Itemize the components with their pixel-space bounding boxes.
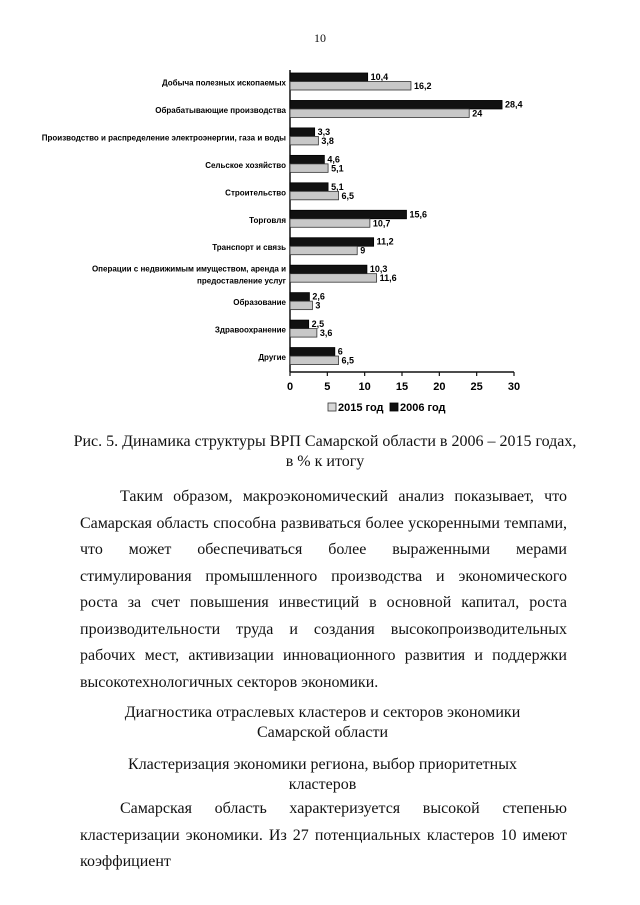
bar-2015 xyxy=(290,164,328,173)
bar-2015-value-label: 6,5 xyxy=(341,355,355,366)
section-heading xyxy=(100,703,545,743)
bar-2006-value-label: 5,1 xyxy=(331,181,344,192)
caption-line-2: в % к итогу xyxy=(285,453,365,470)
bar-2006 xyxy=(290,100,502,109)
bar-2015-value-label: 16,2 xyxy=(413,81,432,91)
bar-2015-value-label: 6,5 xyxy=(341,190,355,201)
subsection-heading-line-1: Кластеризация экономики региона, выбор приоритетных xyxy=(128,756,517,773)
bar-2006 xyxy=(290,293,309,302)
x-tick-label: 30 xyxy=(507,381,521,393)
bar-2015-value-label: 5,1 xyxy=(331,163,344,174)
bar-2015 xyxy=(290,329,317,338)
subsection-heading-line-2: кластеров xyxy=(288,776,357,793)
category-label: Производство и распределение электроэнергии, газа и воды xyxy=(41,133,286,143)
bar-2006-value-label: 3,3 xyxy=(317,126,331,137)
category-label: Строительство xyxy=(225,188,286,198)
bar-2015 xyxy=(290,136,318,145)
bar-2015-value-label: 24 xyxy=(472,108,483,119)
paragraph-clusterization: Самарская область характеризуется высокой степенью кластеризации экономики. Из 27 потенциальных кластеров 10 имеют коэффициент xyxy=(80,800,567,870)
legend-swatch-2015 xyxy=(328,403,336,411)
category-label: Другие xyxy=(258,353,286,363)
section-heading-line-1: Диагностика отраслевых кластеров и секторов экономики xyxy=(124,704,521,721)
category-label: Транспорт и связь xyxy=(212,243,286,253)
caption-line-1: Рис. 5. Динамика структуры ВРП Самарской области в 2006 – 2015 годах, xyxy=(73,433,577,450)
bar-2006-value-label: 4,6 xyxy=(327,154,340,165)
legend-label-2006: 2006 год xyxy=(400,402,446,414)
bar-2015 xyxy=(290,219,370,228)
bar-2015-value-label: 3,8 xyxy=(321,135,334,146)
x-tick-label: 15 xyxy=(395,381,409,393)
bar-2015 xyxy=(290,301,312,310)
bar-2015-value-label: 3 xyxy=(315,300,321,311)
bar-2006-value-label: 28,4 xyxy=(505,99,523,110)
bar-2015-value-label: 10,7 xyxy=(372,218,391,229)
category-label: Добыча полезных ископаемых xyxy=(161,78,286,88)
bar-2006-value-label: 2,5 xyxy=(311,319,325,330)
x-tick-label: 10 xyxy=(358,381,371,393)
bar-2015 xyxy=(290,274,377,283)
category-label: Торговля xyxy=(249,215,286,225)
bar-2006 xyxy=(290,348,335,357)
x-tick-label: 5 xyxy=(324,381,331,393)
bar-2015 xyxy=(290,356,339,365)
bar-2006-value-label: 2,6 xyxy=(312,291,325,302)
bar-2006 xyxy=(290,265,367,274)
bar-2006 xyxy=(290,183,328,192)
bar-2006-value-label: 10,4 xyxy=(370,72,389,82)
bar-2006-value-label: 6 xyxy=(337,346,343,357)
category-label: предоставление услуг xyxy=(197,276,286,286)
category-label: Обрабатывающие производства xyxy=(155,105,286,115)
figure-caption xyxy=(60,432,590,472)
x-tick-label: 0 xyxy=(286,381,294,393)
bar-2006 xyxy=(290,73,368,82)
bar-2015-value-label: 9 xyxy=(360,245,366,256)
x-tick-label: 20 xyxy=(433,381,446,393)
bar-2006-value-label: 15,6 xyxy=(409,209,428,220)
category-label: Операции с недвижимым имуществом, аренда и xyxy=(91,264,286,274)
bar-2006 xyxy=(290,320,309,329)
bar-2015 xyxy=(290,82,411,91)
paragraph-conclusion: Таким образом, макроэкономический анализ показывает, что Самарская область способна развиваться более ускоренными темпами, что может обеспечиваться более выраженными мерами стимулирования промышленного производства и экономического роста за счет повышения инвестиций в основной капитал, роста производительности труда и создания высокопроизводительных рабочих мест, активизации инновационного развития и поддержки высокотехнологичных секторов экономики. xyxy=(80,488,567,691)
bar-2015 xyxy=(290,246,357,255)
bar-2015 xyxy=(290,191,339,200)
bar-2006-value-label: 10,3 xyxy=(369,264,388,275)
bar-chart xyxy=(0,0,640,425)
category-label: Здравоохранение xyxy=(214,325,286,335)
bar-2015 xyxy=(290,109,469,118)
bar-2015-value-label: 11,6 xyxy=(379,273,397,284)
legend-label-2015: 2015 год xyxy=(338,402,384,414)
category-label: Сельское хозяйство xyxy=(205,160,286,170)
bar-2015-value-label: 3,6 xyxy=(319,328,333,339)
page-number: 10 xyxy=(314,31,326,45)
subsection-heading xyxy=(100,755,545,795)
bar-2006-value-label: 11,2 xyxy=(376,236,394,247)
bar-2006 xyxy=(290,155,324,164)
category-label: Образование xyxy=(233,298,286,308)
x-tick-label: 25 xyxy=(470,381,483,393)
bar-2006 xyxy=(290,128,315,137)
legend-swatch-2006 xyxy=(390,403,398,411)
section-heading-line-2: Самарской области xyxy=(257,724,388,741)
